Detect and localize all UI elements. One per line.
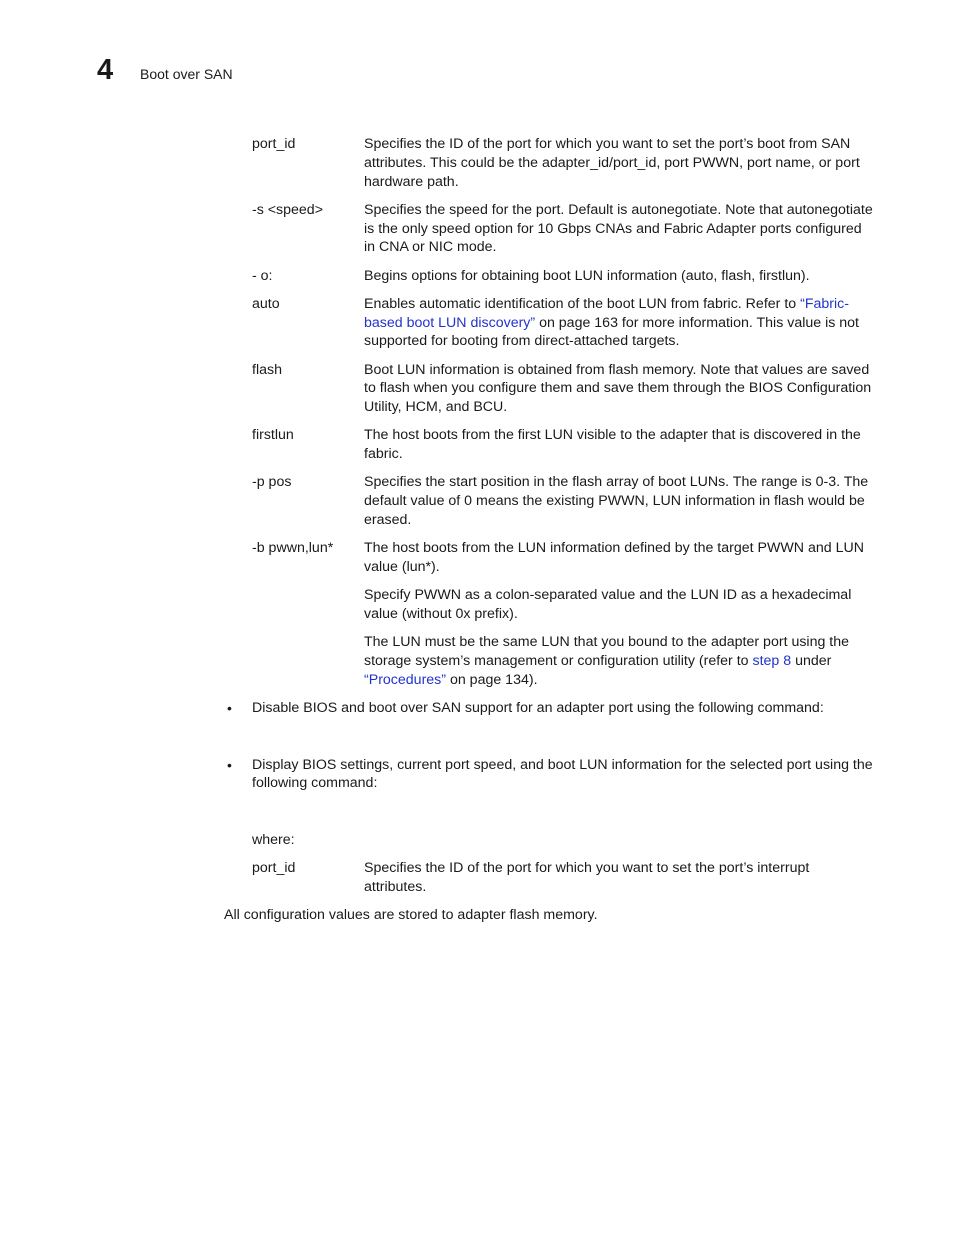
param-desc: Specifies the speed for the port. Default is autonegotiate. Note that autonegotiate is the only speed option for 10 Gbps CNAs and Fabric Adapter ports configured in CNA or NIC mode.: [364, 201, 873, 256]
param-term: port_id: [252, 136, 296, 152]
param-desc: [364, 295, 874, 351]
param-row: [252, 426, 874, 464]
step-8-link[interactable]: step 8: [752, 652, 792, 669]
param-row-b-pwwn: [252, 539, 874, 689]
chapter-title: Boot over SAN: [140, 66, 233, 82]
desc-paragraph: The host boots from the LUN information defined by the target PWWN and LUN value (lun*).: [364, 540, 864, 575]
param-term: flash: [252, 361, 282, 378]
param-desc: [364, 539, 874, 689]
param-desc: Specifies the start position in the flash array of boot LUNs. The range is 0-3. The default value of 0 means the existing PWWN, LUN information in flash would be erased.: [364, 474, 869, 528]
page-content: [224, 135, 874, 925]
bullet-text: Disable BIOS and boot over SAN support for an adapter port using the following command:: [252, 699, 824, 716]
bullet-icon: •: [227, 756, 232, 773]
bullet-text: Display BIOS settings, current port speed, and boot LUN information for the selected port using the following command:: [252, 756, 873, 792]
param-row: [252, 859, 874, 897]
desc-text: on page 134).: [446, 671, 538, 688]
param-term: - o:: [252, 267, 273, 284]
param-term: -b pwwn,lun*: [252, 540, 334, 557]
desc-text: under: [791, 652, 832, 669]
parameter-list: [252, 859, 874, 897]
bullet-icon: •: [227, 699, 232, 716]
final-note: All configuration values are stored to adapter flash memory.: [224, 907, 598, 924]
param-desc: Boot LUN information is obtained from flash memory. Note that values are saved to flash when you configure them and save them through the BIOS Configuration Utility, HCM, and BCU.: [364, 361, 872, 416]
procedures-link[interactable]: “Procedures”: [364, 671, 447, 688]
param-desc: Specifies the ID of the port for which you want to set the port’s interrupt attributes.: [364, 860, 810, 896]
bullet-item: [224, 699, 874, 718]
bullet-item: [224, 756, 874, 794]
parameter-list: [252, 135, 874, 689]
param-term: -p pos: [252, 474, 292, 491]
param-row: [252, 267, 874, 286]
param-term: firstlun: [252, 427, 294, 444]
chapter-number: 4: [97, 54, 114, 86]
param-row: [252, 473, 874, 529]
param-term: port_id: [252, 860, 296, 877]
desc-paragraph: Specify PWWN as a colon-separated value and the LUN ID as a hexadecimal value (without 0x prefix).: [364, 587, 852, 622]
param-row: [252, 201, 874, 257]
desc-paragraph: [364, 633, 874, 689]
param-row-auto: [252, 295, 874, 351]
fabric-boot-lun-link[interactable]: “Fabric-based boot LUN discovery”: [364, 295, 849, 331]
param-desc: Begins options for obtaining boot LUN information (auto, flash, firstlun).: [364, 267, 810, 284]
param-desc: The host boots from the first LUN visible to the adapter that is discovered in the fabric.: [364, 427, 861, 463]
desc-text: on page 163 for more information. This value is not supported for booting from direct-attached targets.: [364, 314, 859, 350]
param-desc: Specifies the ID of the port for which you want to set the port’s boot from SAN attributes. This could be the adapter_id/port_id, port PWWN, port name, or port hardware path.: [364, 136, 860, 190]
desc-text: Enables automatic identification of the boot LUN from fabric. Refer to: [364, 295, 801, 312]
param-row: [252, 361, 874, 417]
where-label: where:: [252, 832, 295, 849]
param-row: [252, 135, 874, 191]
desc-text: The LUN must be the same LUN that you bound to the adapter port using the storage system’s management or configuration utility (refer to: [364, 634, 850, 669]
param-term: auto: [252, 295, 280, 312]
param-term: -s <speed>: [252, 201, 323, 218]
